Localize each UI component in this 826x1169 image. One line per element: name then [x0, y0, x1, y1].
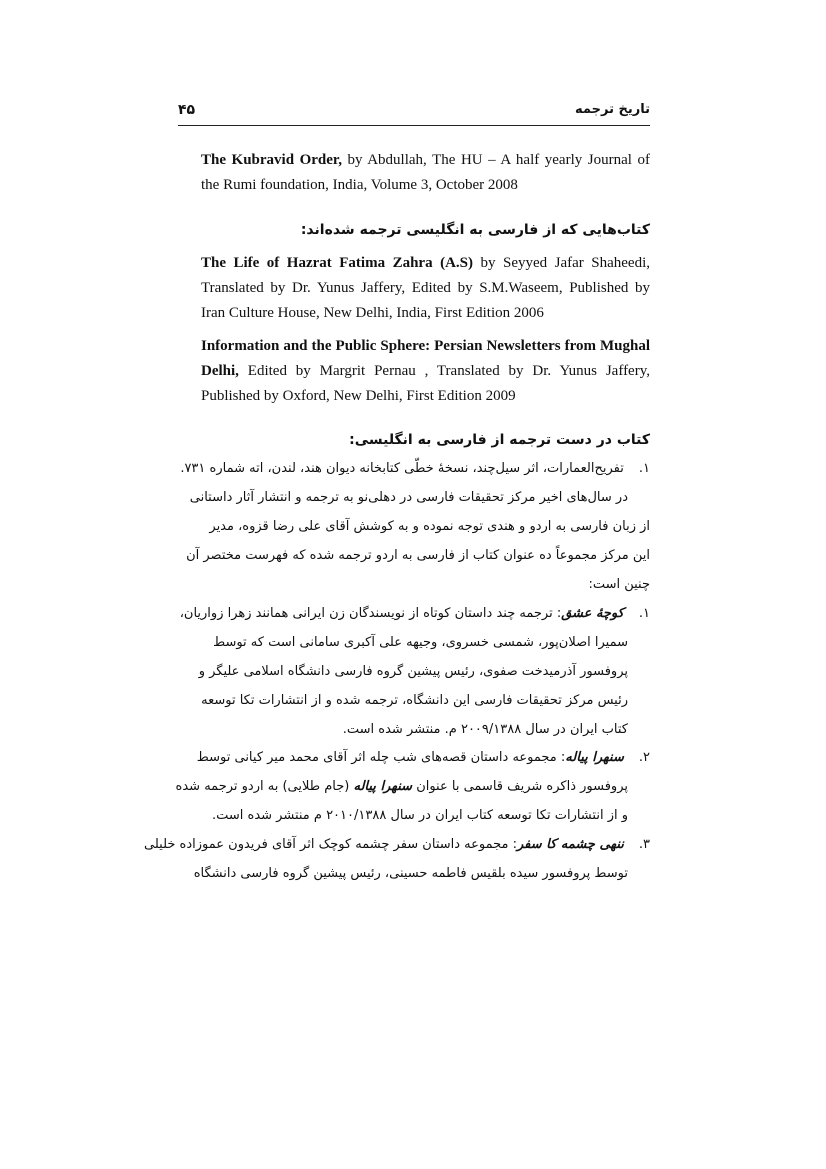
paragraph-line: از زبان فارسی به اردو و هندی توجه نموده و به کوشش آقای علی رضا قزوه، مدیر: [209, 519, 650, 534]
book-title-inline: سنهرا پیاله: [353, 779, 413, 794]
entry-kubravid: [178, 148, 650, 198]
entry-information: [178, 334, 650, 409]
list-item-3: [144, 830, 650, 888]
item-line: (جام طلایی) به اردو ترجمه شده: [175, 779, 350, 794]
item-line: توسط پروفسور سیده بلقیس فاطمه حسینی، رئیس پیشین گروه فارسی دانشگاه: [193, 866, 628, 881]
paragraph-line: این مرکز مجموعاً ده عنوان کتاب از فارسی به اردو ترجمه شده که فهرست مختصر آن: [186, 548, 650, 563]
item-line: : ترجمه چند داستان کوتاه از نویسندگان زن ایرانی همانند زهرا زواریان،: [179, 606, 562, 621]
list-item-2: [175, 743, 650, 830]
item-line: کتاب ایران در سال ۲۰۰۹/۱۳۸۸ م. منتشر شده است.: [342, 722, 628, 737]
book-title: کوچهٔ عشق: [561, 606, 624, 621]
item-line: و از انتشارات تکا توسعه کتاب ایران در سال ۲۰۱۰/۱۳۸۸ م منتشر شده است.: [211, 808, 628, 823]
page-number: ۴۵: [178, 102, 196, 118]
item-number: ۳.: [638, 837, 650, 852]
item-text: تفریح‌العمارات، اثر سیل‌چند، نسخهٔ خطّی کتابخانه دیوان هند، لندن، اته شماره ۷۳۱.: [180, 461, 624, 476]
entry-citation: by Abdullah, The HU – A half yearly Journal of the Rumi foundation, India, Volume 3, October 2008: [201, 152, 650, 193]
book-title: سنهرا پیاله: [565, 750, 624, 765]
header-rule: [178, 125, 650, 126]
entry-title: The Kubravid Order,: [201, 152, 342, 168]
item-line: پروفسور آذرمیدخت صفوی، رئیس پیشین گروه فارسی دانشگاه اسلامی علیگر و: [198, 664, 628, 679]
item-line: : مجموعه داستان سفر چشمه کوچک اثر آقای فریدون عموزاده خلیلی: [144, 837, 517, 852]
item-number: ۱.: [638, 606, 650, 621]
item-line: : مجموعه داستان قصه‌های شب چله اثر آقای محمد میر کیانی توسط: [196, 750, 566, 765]
paragraph-line: در سال‌های اخیر مرکز تحقیقات فارسی در دهلی‌نو به ترجمه و انتشار آثار داستانی: [189, 490, 628, 505]
running-title: تاریخ ترجمه: [575, 102, 650, 117]
item-number: ۲.: [638, 750, 650, 765]
intro-paragraph: [178, 483, 650, 599]
entry-citation: by Seyyed Jafar Shaheedi, Translated by Dr. Yunus Jaffery, Edited by S.M.Waseem, Published by Iran Culture House, New Delhi, India, First Edition 2006: [201, 255, 650, 321]
book-title: ننهی چشمه کا سفر: [517, 837, 624, 852]
section-heading-translated: کتاب‌هایی که از فارسی به انگلیسی ترجمه شده‌اند:: [300, 222, 650, 238]
paragraph-line: چنین است:: [588, 577, 650, 592]
entry-citation: Edited by Margrit Pernau , Translated by Dr. Yunus Jaffery, Published by Oxford, New Delhi, First Edition 2009: [201, 363, 650, 404]
entry-fatima: [178, 251, 650, 326]
item-line: رئیس مرکز تحقیقات فارسی این دانشگاه، ترجمه شده و از انتشارات تکا توسعه: [201, 693, 628, 708]
list-item-1: [178, 599, 650, 744]
entry-title: Information and the Public Sphere: Persian Newsletters from Mughal Delhi,: [201, 338, 650, 379]
section-heading-in-progress: کتاب در دست ترجمه از فارسی به انگلیسی:: [349, 432, 650, 448]
entry-title: The Life of Hazrat Fatima Zahra (A.S): [201, 255, 473, 271]
item-line: پروفسور ذاکره شریف قاسمی با عنوان: [416, 779, 628, 794]
running-header: [178, 102, 650, 124]
item-line: سمیرا اصلان‌پور، شمسی خسروی، وجیهه علی آکبری سامانی است که توسط: [213, 635, 628, 650]
item-number: ۱.: [638, 461, 650, 476]
in-progress-item-1: [178, 454, 650, 483]
